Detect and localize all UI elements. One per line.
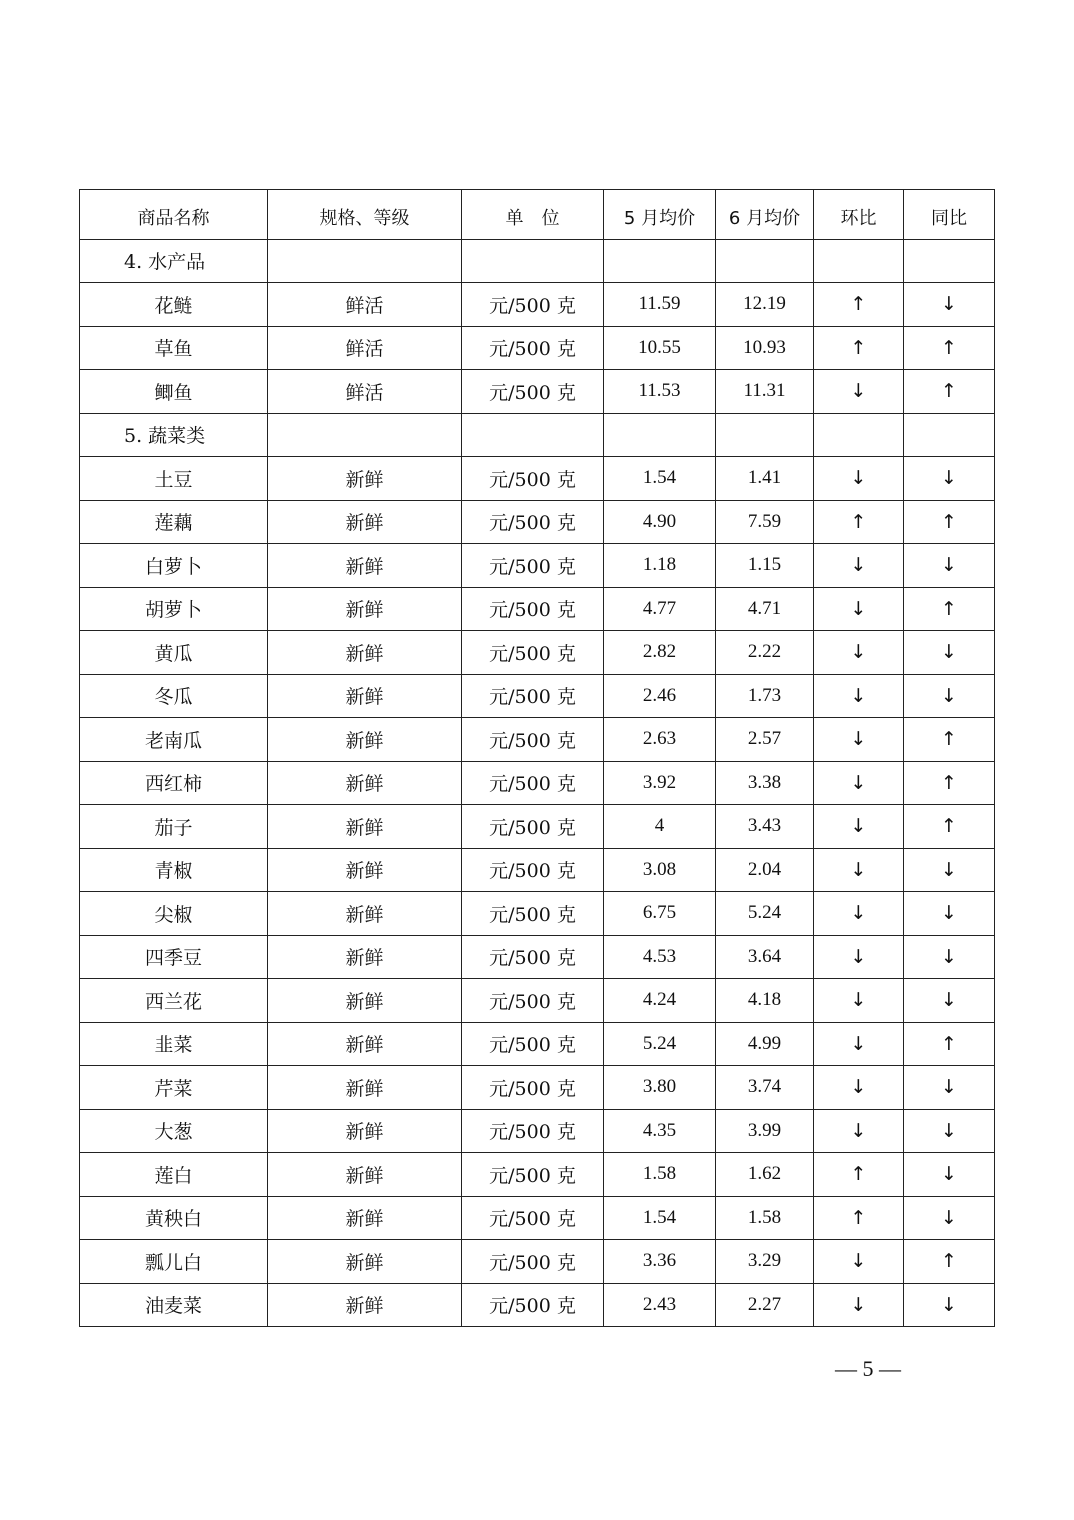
table-row	[80, 500, 995, 544]
cell-mom-arrow: ↓	[814, 1109, 904, 1153]
cell-spec: 新鲜	[268, 631, 462, 675]
cell-yoy-arrow: ↓	[904, 1153, 995, 1197]
cell-yoy-arrow: ↓	[904, 1109, 995, 1153]
table-row	[80, 848, 995, 892]
cell-spec: 新鲜	[268, 1283, 462, 1327]
cell-unit: 元/500 克	[462, 544, 604, 588]
cell-jun-price: 2.27	[716, 1283, 814, 1327]
table-row	[80, 1283, 995, 1327]
cell-name: 大葱	[80, 1109, 268, 1153]
cell-spec: 新鲜	[268, 1109, 462, 1153]
cell-yoy-arrow: ↓	[904, 283, 995, 327]
cell-mom-arrow: ↓	[814, 457, 904, 501]
cell-yoy-arrow: ↓	[904, 1066, 995, 1110]
cell-name: 莲白	[80, 1153, 268, 1197]
table-row	[80, 283, 995, 327]
cell-spec: 新鲜	[268, 1066, 462, 1110]
cell-unit: 元/500 克	[462, 1109, 604, 1153]
cell-spec: 新鲜	[268, 544, 462, 588]
cell-name: 胡萝卜	[80, 587, 268, 631]
table-row	[80, 1109, 995, 1153]
cell-spec: 鲜活	[268, 283, 462, 327]
table-row	[80, 805, 995, 849]
cell-mom-arrow: ↓	[814, 892, 904, 936]
cell-jun-price: 1.58	[716, 1196, 814, 1240]
cell-spec: 新鲜	[268, 979, 462, 1023]
cell-yoy-arrow: ↑	[904, 587, 995, 631]
cell-spec: 新鲜	[268, 805, 462, 849]
cell-may-price: 5.24	[604, 1022, 716, 1066]
cell-mom-arrow: ↑	[814, 1196, 904, 1240]
cell-jun-price: 12.19	[716, 283, 814, 327]
cell-may-price: 2.63	[604, 718, 716, 762]
cell-yoy-arrow: ↓	[904, 979, 995, 1023]
table-row	[80, 1066, 995, 1110]
cell-jun-price: 2.57	[716, 718, 814, 762]
cell-name: 尖椒	[80, 892, 268, 936]
cell-name: 草鱼	[80, 326, 268, 370]
cell-may-price: 4.53	[604, 935, 716, 979]
cell-yoy-arrow: ↑	[904, 326, 995, 370]
cell-unit: 元/500 克	[462, 283, 604, 327]
cell-may-price: 2.46	[604, 674, 716, 718]
cell-unit: 元/500 克	[462, 718, 604, 762]
cell-unit: 元/500 克	[462, 587, 604, 631]
table-row	[80, 457, 995, 501]
cell-spec: 新鲜	[268, 1196, 462, 1240]
cell-name: 黄瓜	[80, 631, 268, 675]
cell-yoy-arrow: ↑	[904, 1240, 995, 1284]
cell-yoy-arrow: ↓	[904, 674, 995, 718]
cell-name: 西兰花	[80, 979, 268, 1023]
cell-name: 老南瓜	[80, 718, 268, 762]
cell-unit: 元/500 克	[462, 631, 604, 675]
table-row	[80, 544, 995, 588]
cell-yoy-arrow: ↑	[904, 370, 995, 414]
table-row	[80, 1153, 995, 1197]
cell-mom-arrow: ↓	[814, 761, 904, 805]
header-yoy: 同比	[904, 190, 995, 240]
cell-mom-arrow: ↓	[814, 1022, 904, 1066]
cell-may-price: 1.54	[604, 457, 716, 501]
cell-mom-arrow: ↓	[814, 544, 904, 588]
cell-may-price: 2.82	[604, 631, 716, 675]
cell-spec: 新鲜	[268, 1153, 462, 1197]
cell-jun-price: 1.62	[716, 1153, 814, 1197]
cell-jun-price: 4.71	[716, 587, 814, 631]
cell-name: 青椒	[80, 848, 268, 892]
cell-name: 油麦菜	[80, 1283, 268, 1327]
cell-mom-arrow: ↑	[814, 500, 904, 544]
header-mom: 环比	[814, 190, 904, 240]
empty-cell	[904, 239, 995, 283]
cell-mom-arrow: ↓	[814, 674, 904, 718]
cell-spec: 鲜活	[268, 370, 462, 414]
cell-jun-price: 2.04	[716, 848, 814, 892]
cell-spec: 新鲜	[268, 718, 462, 762]
cell-may-price: 1.58	[604, 1153, 716, 1197]
cell-may-price: 3.36	[604, 1240, 716, 1284]
cell-name: 白萝卜	[80, 544, 268, 588]
cell-name: 土豆	[80, 457, 268, 501]
cell-mom-arrow: ↓	[814, 631, 904, 675]
cell-name: 莲藕	[80, 500, 268, 544]
cell-jun-price: 3.29	[716, 1240, 814, 1284]
empty-cell	[904, 413, 995, 457]
cell-unit: 元/500 克	[462, 1022, 604, 1066]
table-row	[80, 1240, 995, 1284]
cell-may-price: 3.92	[604, 761, 716, 805]
table-row	[80, 587, 995, 631]
category-label: 5. 蔬菜类	[80, 413, 268, 457]
category-row	[80, 413, 995, 457]
table-row	[80, 631, 995, 675]
cell-spec: 新鲜	[268, 935, 462, 979]
table-row	[80, 718, 995, 762]
cell-unit: 元/500 克	[462, 805, 604, 849]
table-row	[80, 370, 995, 414]
empty-cell	[462, 239, 604, 283]
cell-may-price: 4.90	[604, 500, 716, 544]
cell-unit: 元/500 克	[462, 1066, 604, 1110]
table-row	[80, 1196, 995, 1240]
cell-jun-price: 5.24	[716, 892, 814, 936]
cell-name: 冬瓜	[80, 674, 268, 718]
table-row	[80, 761, 995, 805]
cell-yoy-arrow: ↓	[904, 457, 995, 501]
table-row	[80, 935, 995, 979]
cell-mom-arrow: ↓	[814, 979, 904, 1023]
cell-jun-price: 1.41	[716, 457, 814, 501]
cell-unit: 元/500 克	[462, 457, 604, 501]
cell-unit: 元/500 克	[462, 1196, 604, 1240]
cell-mom-arrow: ↓	[814, 718, 904, 762]
table-row	[80, 326, 995, 370]
cell-name: 芹菜	[80, 1066, 268, 1110]
cell-name: 瓢儿白	[80, 1240, 268, 1284]
cell-yoy-arrow: ↓	[904, 1196, 995, 1240]
header-row	[80, 190, 995, 240]
cell-unit: 元/500 克	[462, 892, 604, 936]
cell-name: 花鲢	[80, 283, 268, 327]
empty-cell	[716, 413, 814, 457]
cell-yoy-arrow: ↓	[904, 631, 995, 675]
cell-unit: 元/500 克	[462, 1240, 604, 1284]
empty-cell	[716, 239, 814, 283]
cell-jun-price: 1.73	[716, 674, 814, 718]
cell-spec: 新鲜	[268, 457, 462, 501]
cell-mom-arrow: ↓	[814, 805, 904, 849]
cell-may-price: 4.24	[604, 979, 716, 1023]
cell-jun-price: 3.74	[716, 1066, 814, 1110]
table-row	[80, 1022, 995, 1066]
cell-spec: 新鲜	[268, 761, 462, 805]
cell-unit: 元/500 克	[462, 500, 604, 544]
category-label: 4. 水产品	[80, 239, 268, 283]
cell-jun-price: 3.99	[716, 1109, 814, 1153]
cell-name: 四季豆	[80, 935, 268, 979]
cell-mom-arrow: ↓	[814, 1283, 904, 1327]
header-name: 商品名称	[80, 190, 268, 240]
cell-jun-price: 3.43	[716, 805, 814, 849]
cell-name: 西红柿	[80, 761, 268, 805]
cell-name: 茄子	[80, 805, 268, 849]
cell-mom-arrow: ↑	[814, 283, 904, 327]
cell-spec: 新鲜	[268, 587, 462, 631]
cell-may-price: 4	[604, 805, 716, 849]
price-table	[79, 189, 995, 1327]
table-body	[80, 239, 995, 1327]
category-row	[80, 239, 995, 283]
header-may-price: 5 月均价	[604, 190, 716, 240]
cell-may-price: 3.08	[604, 848, 716, 892]
cell-may-price: 2.43	[604, 1283, 716, 1327]
cell-jun-price: 4.18	[716, 979, 814, 1023]
cell-yoy-arrow: ↑	[904, 761, 995, 805]
cell-mom-arrow: ↑	[814, 1153, 904, 1197]
cell-name: 鲫鱼	[80, 370, 268, 414]
cell-mom-arrow: ↓	[814, 935, 904, 979]
cell-may-price: 11.53	[604, 370, 716, 414]
cell-yoy-arrow: ↑	[904, 500, 995, 544]
cell-mom-arrow: ↓	[814, 1066, 904, 1110]
table-row	[80, 979, 995, 1023]
cell-name: 黄秧白	[80, 1196, 268, 1240]
cell-may-price: 3.80	[604, 1066, 716, 1110]
cell-unit: 元/500 克	[462, 761, 604, 805]
cell-jun-price: 3.64	[716, 935, 814, 979]
cell-may-price: 1.18	[604, 544, 716, 588]
cell-spec: 新鲜	[268, 1240, 462, 1284]
empty-cell	[604, 239, 716, 283]
cell-may-price: 4.35	[604, 1109, 716, 1153]
empty-cell	[814, 239, 904, 283]
cell-yoy-arrow: ↑	[904, 1022, 995, 1066]
table-row	[80, 674, 995, 718]
cell-yoy-arrow: ↓	[904, 935, 995, 979]
cell-yoy-arrow: ↓	[904, 544, 995, 588]
cell-name: 韭菜	[80, 1022, 268, 1066]
page-number: — 5 —	[835, 1356, 901, 1381]
cell-jun-price: 3.38	[716, 761, 814, 805]
cell-spec: 新鲜	[268, 848, 462, 892]
table-row	[80, 892, 995, 936]
cell-mom-arrow: ↓	[814, 370, 904, 414]
cell-jun-price: 7.59	[716, 500, 814, 544]
cell-jun-price: 10.93	[716, 326, 814, 370]
cell-spec: 新鲜	[268, 500, 462, 544]
cell-unit: 元/500 克	[462, 1153, 604, 1197]
empty-cell	[268, 239, 462, 283]
cell-may-price: 4.77	[604, 587, 716, 631]
cell-mom-arrow: ↑	[814, 326, 904, 370]
cell-mom-arrow: ↓	[814, 587, 904, 631]
cell-may-price: 1.54	[604, 1196, 716, 1240]
cell-yoy-arrow: ↓	[904, 892, 995, 936]
cell-may-price: 10.55	[604, 326, 716, 370]
cell-spec: 新鲜	[268, 892, 462, 936]
cell-jun-price: 4.99	[716, 1022, 814, 1066]
cell-yoy-arrow: ↓	[904, 848, 995, 892]
cell-may-price: 11.59	[604, 283, 716, 327]
cell-may-price: 6.75	[604, 892, 716, 936]
cell-yoy-arrow: ↓	[904, 1283, 995, 1327]
cell-unit: 元/500 克	[462, 326, 604, 370]
cell-unit: 元/500 克	[462, 1283, 604, 1327]
cell-jun-price: 1.15	[716, 544, 814, 588]
cell-mom-arrow: ↓	[814, 1240, 904, 1284]
header-unit: 单 位	[462, 190, 604, 240]
cell-mom-arrow: ↓	[814, 848, 904, 892]
cell-yoy-arrow: ↑	[904, 805, 995, 849]
empty-cell	[268, 413, 462, 457]
cell-spec: 新鲜	[268, 1022, 462, 1066]
empty-cell	[814, 413, 904, 457]
cell-spec: 新鲜	[268, 674, 462, 718]
empty-cell	[604, 413, 716, 457]
cell-unit: 元/500 克	[462, 674, 604, 718]
cell-spec: 鲜活	[268, 326, 462, 370]
cell-jun-price: 11.31	[716, 370, 814, 414]
cell-unit: 元/500 克	[462, 979, 604, 1023]
cell-jun-price: 2.22	[716, 631, 814, 675]
cell-yoy-arrow: ↑	[904, 718, 995, 762]
cell-unit: 元/500 克	[462, 935, 604, 979]
header-spec: 规格、等级	[268, 190, 462, 240]
empty-cell	[462, 413, 604, 457]
header-jun-price: 6 月均价	[716, 190, 814, 240]
cell-unit: 元/500 克	[462, 370, 604, 414]
cell-unit: 元/500 克	[462, 848, 604, 892]
